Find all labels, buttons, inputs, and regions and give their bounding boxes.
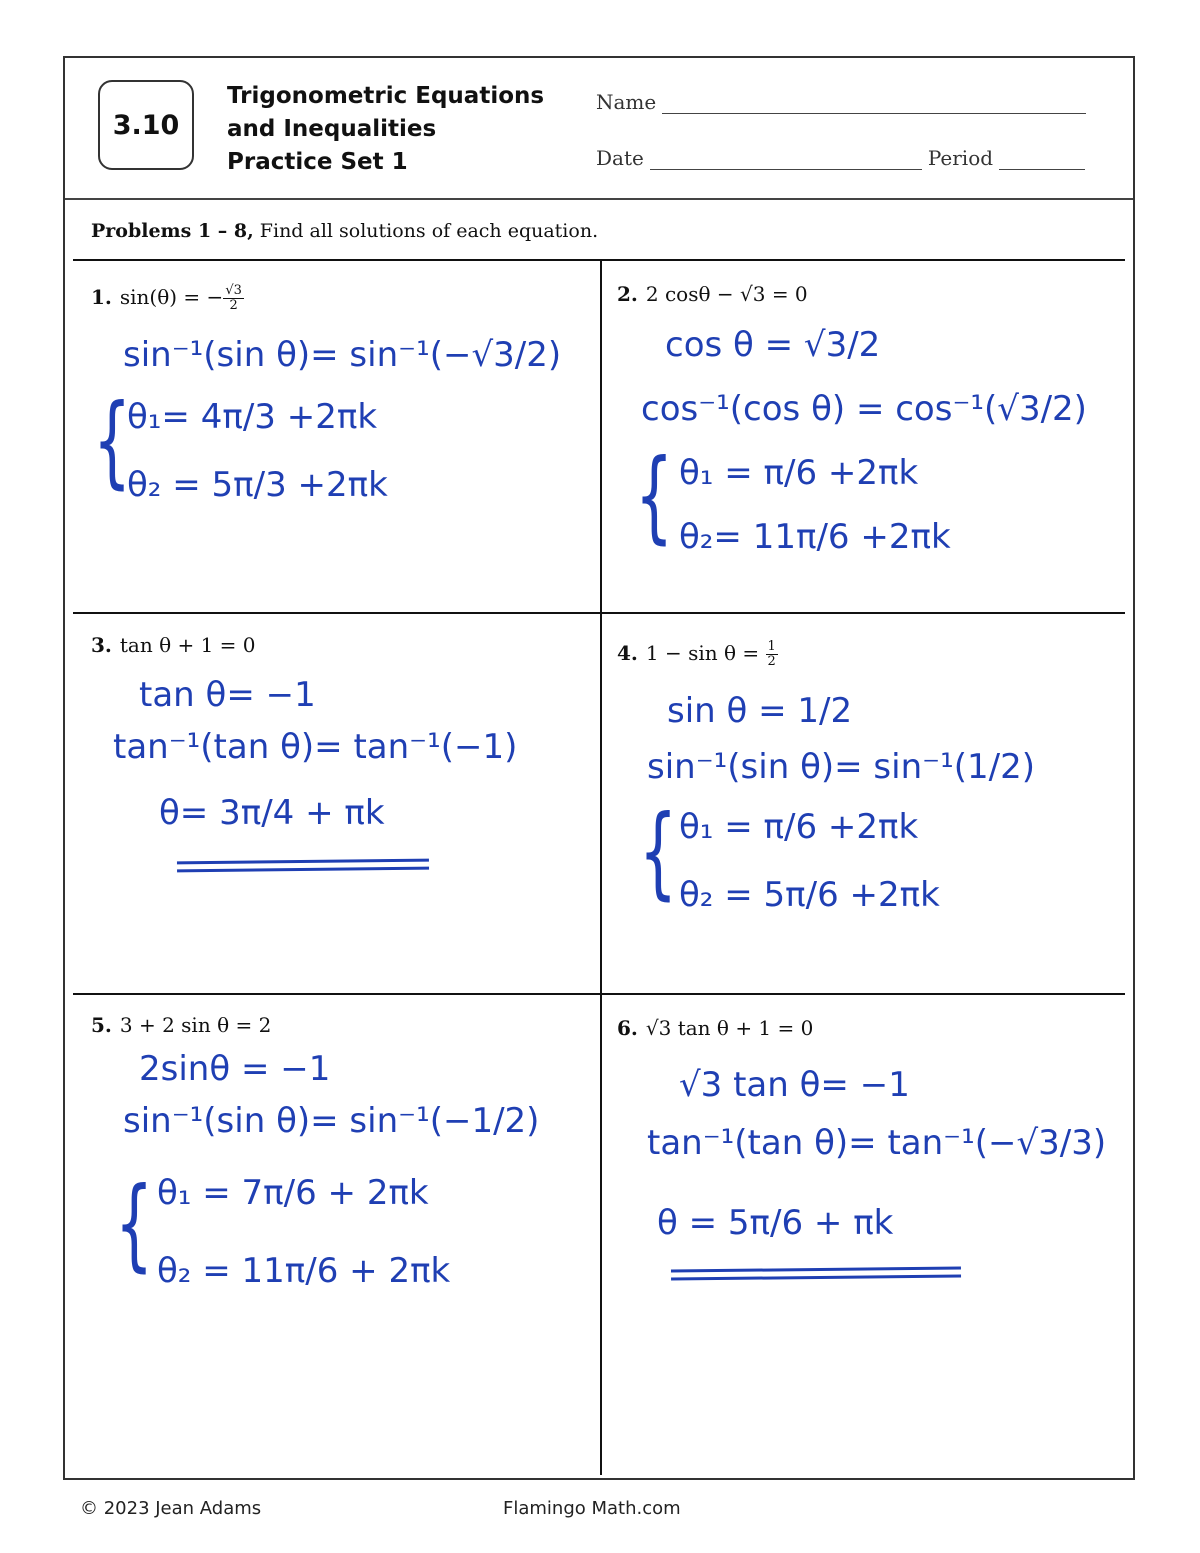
problem-number: 1. [91,285,112,309]
work-line: θ₂= 11π/6 +2πk [679,517,951,557]
fraction-numerator: √3 [225,283,242,298]
work-line: sin⁻¹(sin θ)= sin⁻¹(1/2) [647,747,1035,787]
header-divider [65,198,1133,200]
work-line: √3 tan θ= −1 [679,1065,910,1105]
grid-line-vertical [600,259,602,1475]
work-line: 2sinθ = −1 [139,1049,331,1089]
work-line: tan⁻¹(tan θ)= tan⁻¹(−1) [113,727,518,767]
work-line: tan θ= −1 [139,675,316,715]
work-line: tan⁻¹(tan θ)= tan⁻¹(−√3/3) [647,1123,1107,1163]
worksheet-title [227,80,567,179]
equation-fraction [766,640,778,669]
problem-equation: 2 cosθ − √3 = 0 [645,282,808,306]
work-line: θ₂ = 11π/6 + 2πk [157,1251,451,1291]
problem-number: 6. [617,1016,638,1040]
fraction-denominator: 2 [229,298,238,313]
name-label: Name [596,90,657,114]
brace-icon: { [93,382,132,499]
grid-line-row2 [73,993,1125,995]
lesson-number-badge [98,80,194,170]
problem-equation: sin(θ) = − [119,285,224,309]
date-period-row [596,146,1085,170]
period-blank[interactable] [999,149,1085,170]
work-line: θ₁ = π/6 +2πk [679,807,919,847]
work-line: sin⁻¹(sin θ)= sin⁻¹(−1/2) [123,1101,540,1141]
instructions [91,220,598,242]
work-line: θ₂ = 5π/3 +2πk [127,465,388,505]
answer-underline [671,1266,961,1280]
problem-3 [91,633,256,657]
date-blank[interactable] [650,149,922,170]
footer-site: Flamingo Math.com [503,1498,681,1519]
period-label: Period [927,146,994,170]
problem-number: 3. [91,633,112,657]
problem-number: 5. [91,1013,112,1037]
problem-1 [91,284,244,313]
problem-equation: tan θ + 1 = 0 [119,633,256,657]
work-line: cos⁻¹(cos θ) = cos⁻¹(√3/2) [641,389,1087,429]
instructions-text: Find all solutions of each equation. [253,220,599,242]
work-line: sin θ = 1/2 [667,691,853,731]
date-label: Date [596,146,644,170]
fraction-numerator: 1 [767,639,776,654]
brace-icon: { [639,793,678,910]
grid-line-row1 [73,612,1125,614]
title-line-3: Practice Set 1 [227,149,408,175]
work-line: sin⁻¹(sin θ)= sin⁻¹(−√3/2) [123,335,562,375]
footer-copyright: © 2023 Jean Adams [80,1498,262,1519]
name-blank[interactable] [662,93,1086,114]
work-line: θ₁= 4π/3 +2πk [127,397,378,437]
problem-equation: √3 tan θ + 1 = 0 [645,1016,814,1040]
worksheet-page [63,56,1135,1480]
work-line: θ₁ = 7π/6 + 2πk [157,1173,429,1213]
lesson-number: 3.10 [112,109,180,141]
brace-icon: { [635,437,674,554]
problem-equation: 1 − sin θ = [645,641,766,665]
problem-number: 4. [617,641,638,665]
name-field[interactable] [596,90,1086,114]
problem-5 [91,1013,271,1037]
problem-4 [617,640,778,669]
work-line: θ₂ = 5π/6 +2πk [679,875,940,915]
work-line: θ= 3π/4 + πk [159,793,385,833]
equation-fraction [223,284,244,313]
answer-underline [177,859,429,873]
problem-equation: 3 + 2 sin θ = 2 [119,1013,272,1037]
fraction-denominator: 2 [767,654,776,669]
problem-6 [617,1016,813,1040]
work-line: θ₁ = π/6 +2πk [679,453,919,493]
problem-2 [617,282,808,306]
grid-line-top [73,259,1125,261]
work-line: cos θ = √3/2 [665,325,881,365]
work-line: θ = 5π/6 + πk [657,1203,894,1243]
instructions-bold: Problems 1 – 8, [91,220,254,242]
problem-number: 2. [617,282,638,306]
title-line-1: Trigonometric Equations [227,83,545,109]
title-line-2: and Inequalities [227,116,437,142]
brace-icon: { [115,1165,154,1282]
